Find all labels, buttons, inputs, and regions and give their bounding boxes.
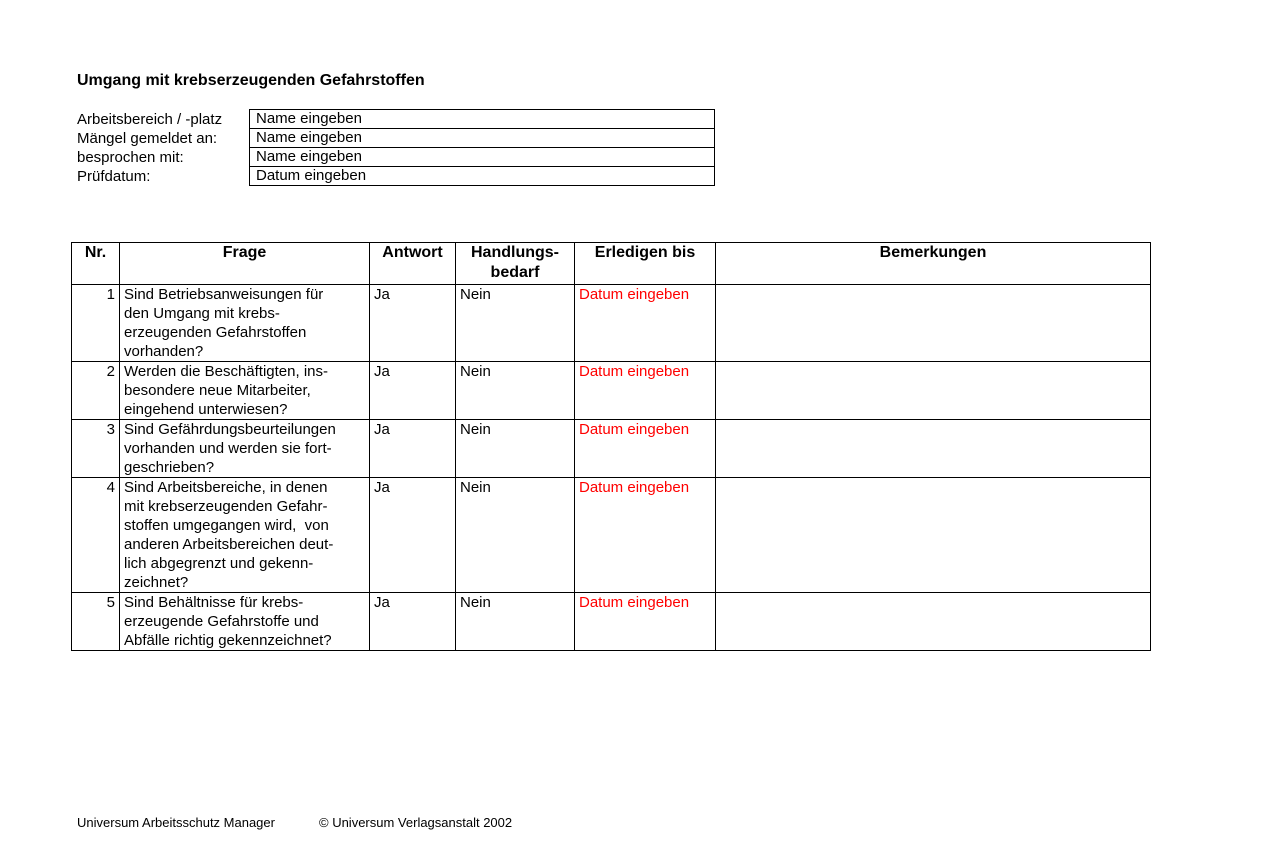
header-erledigen-bis: Erledigen bis — [575, 243, 716, 285]
due-date-field[interactable]: Datum eingeben — [575, 285, 716, 362]
remarks-field[interactable] — [716, 593, 1151, 651]
question-line: Abfälle richtig gekennzeichnet? — [124, 632, 332, 649]
answer-dropdown[interactable]: Ja — [370, 593, 456, 651]
besprochen-mit-field[interactable]: Name eingeben — [249, 147, 715, 167]
question-line: Sind Betriebsanweisungen für — [124, 286, 324, 303]
due-date-field[interactable]: Datum eingeben — [575, 362, 716, 420]
question-line: anderen Arbeitsbereichen deut- — [124, 536, 334, 553]
question-line: Sind Behältnisse für krebs- — [124, 594, 304, 611]
question-text — [120, 593, 370, 651]
question-line: stoffen umgegangen wird, von — [124, 517, 329, 534]
question-line: mit krebserzeugenden Gefahr- — [124, 498, 328, 515]
row-number: 3 — [72, 420, 120, 478]
action-required-dropdown[interactable]: Nein — [456, 478, 575, 593]
answer-dropdown[interactable]: Ja — [370, 285, 456, 362]
table-row — [72, 593, 1151, 651]
remarks-field[interactable] — [716, 478, 1151, 593]
checklist-table — [71, 242, 1151, 651]
action-required-dropdown[interactable]: Nein — [456, 285, 575, 362]
question-line: vorhanden? — [124, 343, 204, 360]
table-header-row — [72, 243, 1151, 285]
row-number: 4 — [72, 478, 120, 593]
footer-product-name: Universum Arbeitsschutz Manager — [77, 815, 275, 830]
question-line: erzeugende Gefahrstoffe und — [124, 613, 319, 630]
info-label-maengel: Mängel gemeldet an: — [77, 130, 218, 147]
question-line: geschrieben? — [124, 459, 215, 476]
question-line: erzeugenden Gefahrstoffen — [124, 324, 307, 341]
row-number: 2 — [72, 362, 120, 420]
action-required-dropdown[interactable]: Nein — [456, 593, 575, 651]
question-text — [120, 478, 370, 593]
header-handlungsbedarf-line1: Handlungs- — [471, 244, 559, 261]
question-text — [120, 285, 370, 362]
question-line: zeichnet? — [124, 574, 189, 591]
arbeitsbereich-field[interactable]: Name eingeben — [249, 109, 715, 129]
question-text — [120, 420, 370, 478]
row-number: 1 — [72, 285, 120, 362]
maengel-gemeldet-field[interactable]: Name eingeben — [249, 128, 715, 148]
question-line: vorhanden und werden sie fort- — [124, 440, 332, 457]
pruefdatum-field[interactable]: Datum eingeben — [249, 166, 715, 186]
remarks-field[interactable] — [716, 420, 1151, 478]
header-bemerkungen: Bemerkungen — [716, 243, 1151, 285]
question-line: Werden die Beschäftigten, ins- — [124, 363, 329, 380]
due-date-field[interactable]: Datum eingeben — [575, 593, 716, 651]
answer-dropdown[interactable]: Ja — [370, 362, 456, 420]
question-line: lich abgegrenzt und gekenn- — [124, 555, 314, 572]
page-title: Umgang mit krebserzeugenden Gefahrstoffen — [77, 72, 425, 89]
answer-dropdown[interactable]: Ja — [370, 478, 456, 593]
table-row — [72, 420, 1151, 478]
table-row — [72, 362, 1151, 420]
action-required-dropdown[interactable]: Nein — [456, 362, 575, 420]
header-handlungsbedarf — [456, 243, 575, 285]
question-line: den Umgang mit krebs- — [124, 305, 280, 322]
question-line: Sind Arbeitsbereiche, in denen — [124, 479, 328, 496]
header-antwort: Antwort — [370, 243, 456, 285]
header-handlungsbedarf-line2: bedarf — [490, 264, 540, 281]
row-number: 5 — [72, 593, 120, 651]
due-date-field[interactable]: Datum eingeben — [575, 478, 716, 593]
info-label-pruefdatum: Prüfdatum: — [77, 168, 151, 185]
question-line: besondere neue Mitarbeiter, — [124, 382, 311, 399]
info-label-besprochen: besprochen mit: — [77, 149, 184, 166]
remarks-field[interactable] — [716, 285, 1151, 362]
header-frage: Frage — [120, 243, 370, 285]
remarks-field[interactable] — [716, 362, 1151, 420]
table-row — [72, 478, 1151, 593]
header-nr: Nr. — [72, 243, 120, 285]
answer-dropdown[interactable]: Ja — [370, 420, 456, 478]
info-label-arbeitsbereich: Arbeitsbereich / -platz — [77, 111, 223, 128]
action-required-dropdown[interactable]: Nein — [456, 420, 575, 478]
question-line: Sind Gefährdungsbeurteilungen — [124, 421, 336, 438]
table-row — [72, 285, 1151, 362]
footer-copyright: © Universum Verlagsanstalt 2002 — [319, 815, 513, 830]
due-date-field[interactable]: Datum eingeben — [575, 420, 716, 478]
question-line: eingehend unterwiesen? — [124, 401, 288, 418]
question-text — [120, 362, 370, 420]
